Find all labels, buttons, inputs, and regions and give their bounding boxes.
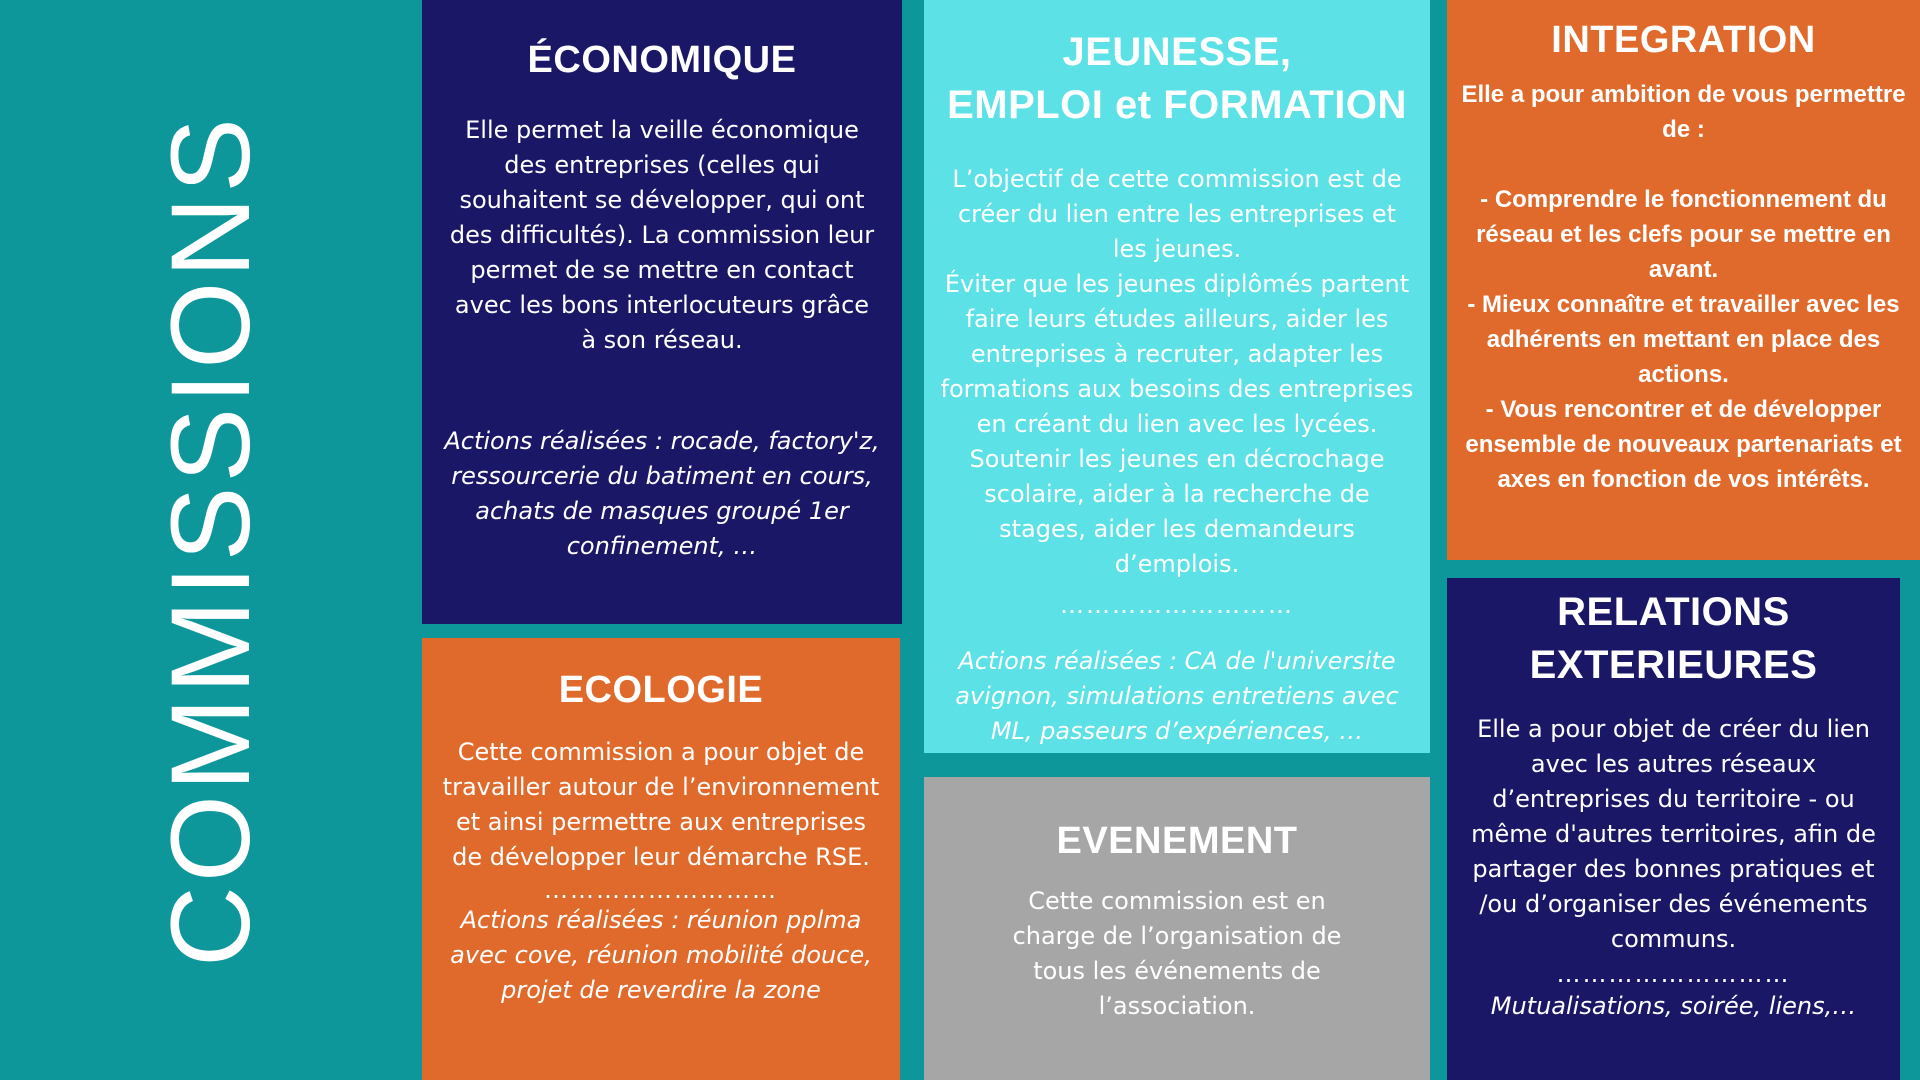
- dotted-divider: ………………………: [1556, 963, 1791, 985]
- card-title-line-1: RELATIONS: [1557, 590, 1790, 634]
- card-evenement: [924, 777, 1430, 1080]
- card-text-1: L’objectif de cette commission est de créer du lien entre les entreprises et les jeunes.: [952, 165, 1402, 263]
- card-actions: Actions réalisées : CA de l'universite avignon, simulations entretiens avec ML, passeurs d’expériences, …: [955, 647, 1399, 745]
- card-text: Elle permet la veille économique des entreprises (celles qui souhaitent se développer, qui ont des difficultés). La commission leur permet de se mettre en contact avec les bons interlocuteurs grâce à son réseau.: [449, 116, 875, 355]
- card-text: Cette commission est en charge de l’organisation de tous les événements de l’association.: [1012, 887, 1342, 1021]
- card-title-line-1: JEUNESSE,: [1062, 30, 1292, 74]
- card-text-2: Éviter que les jeunes diplômés partent faire leurs études ailleurs, aider les entreprises à recruter, adapter les formations aux besoins des entreprises en créant du lien avec les lycées.: [940, 270, 1414, 438]
- dotted-divider: ………………………: [1060, 594, 1294, 616]
- side-title: COMMISSIONS: [147, 113, 273, 967]
- card-text-3: Soutenir les jeunes en décrochage scolaire, aider à la recherche de stages, aider les demandeurs d’emplois.: [969, 445, 1385, 578]
- list-item: - Vous rencontrer et de développer ensemble de nouveaux partenariats et axes en fonction de vos intérêts.: [1465, 396, 1902, 494]
- card-title: ÉCONOMIQUE: [527, 39, 797, 81]
- card-title: [938, 26, 1416, 132]
- card-actions: Mutualisations, soirée, liens,…: [1490, 992, 1857, 1020]
- card-actions: Actions réalisées : réunion pplma avec cove, réunion mobilité douce, projet de reverdire la zone: [450, 906, 872, 1005]
- list-item: - Comprendre le fonctionnement du réseau et les clefs pour se mettre en avant.: [1476, 186, 1891, 284]
- card-economique: [422, 0, 902, 624]
- card-text: Elle a pour objet de créer du lien avec les autres réseaux d’entreprises du territoire - ou même d'autres territoires, afin de partager des bonnes pratiques et /ou d’organiser des événements communs.: [1471, 715, 1876, 953]
- dotted-divider: ………………………: [544, 879, 778, 902]
- card-title-line-2: EMPLOI et FORMATION: [947, 83, 1407, 127]
- card-jeunesse: [924, 0, 1430, 753]
- card-title-line-2: EXTERIEURES: [1529, 643, 1818, 687]
- card-title: ECOLOGIE: [558, 669, 764, 711]
- card-lead: Elle a pour ambition de vous permettre de :: [1461, 81, 1906, 144]
- list-item: - Mieux connaître et travailler avec les adhérents en mettant en place des actions.: [1467, 291, 1900, 389]
- card-relations-exterieures: [1447, 578, 1900, 1080]
- card-text: Cette commission a pour objet de travailler autour de l’environnement et ainsi permettre aux entreprises de développer leur démarche RSE.: [442, 738, 880, 872]
- card-actions: Actions réalisées : rocade, factory'z, ressourcerie du batiment en cours, achats de masques groupé 1er confinement, …: [444, 427, 880, 561]
- side-title-container: [0, 0, 420, 1080]
- card-ecologie: [422, 638, 900, 1080]
- card-title: EVENEMENT: [1056, 820, 1298, 862]
- card-title: [1455, 586, 1892, 692]
- card-integration: [1447, 0, 1920, 560]
- card-title: INTEGRATION: [1551, 19, 1816, 61]
